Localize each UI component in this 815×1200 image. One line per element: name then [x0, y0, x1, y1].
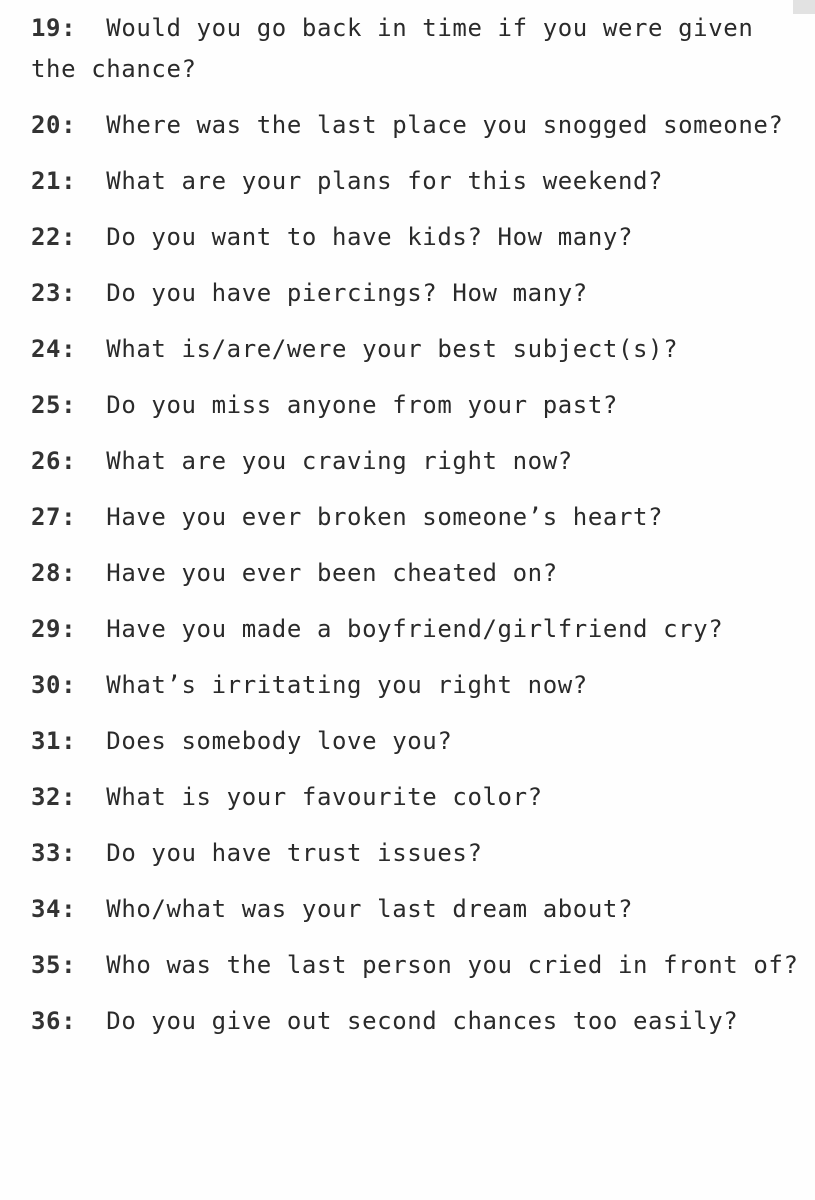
question-item — [31, 665, 801, 706]
question-text: Who/what was your last dream about? — [106, 895, 633, 923]
question-text: Do you want to have kids? How many? — [106, 223, 633, 251]
question-item — [31, 777, 801, 818]
question-text: Does somebody love you? — [106, 727, 453, 755]
question-item — [31, 105, 801, 146]
question-list — [31, 8, 801, 1057]
question-text: Do you have trust issues? — [106, 839, 483, 867]
question-item — [31, 161, 801, 202]
question-item — [31, 889, 801, 930]
question-item — [31, 833, 801, 874]
question-item — [31, 217, 801, 258]
question-number: 23: — [31, 279, 77, 307]
question-text: Have you ever been cheated on? — [106, 559, 558, 587]
question-text: Where was the last place you snogged someone? — [106, 111, 784, 139]
question-number: 35: — [31, 951, 77, 979]
question-item — [31, 8, 801, 90]
question-number: 20: — [31, 111, 77, 139]
question-number: 25: — [31, 391, 77, 419]
question-number: 30: — [31, 671, 77, 699]
question-number: 21: — [31, 167, 77, 195]
question-text: Who was the last person you cried in front of? — [106, 951, 799, 979]
question-number: 27: — [31, 503, 77, 531]
question-text: Have you made a boyfriend/girlfriend cry? — [106, 615, 724, 643]
question-item — [31, 721, 801, 762]
question-item — [31, 1001, 801, 1042]
question-text: What are your plans for this weekend? — [106, 167, 664, 195]
question-item — [31, 441, 801, 482]
question-text: What’s irritating you right now? — [106, 671, 588, 699]
question-text: Do you give out second chances too easily? — [106, 1007, 739, 1035]
question-item — [31, 385, 801, 426]
question-text: Do you have piercings? How many? — [106, 279, 588, 307]
question-text: What is/are/were your best subject(s)? — [106, 335, 679, 363]
question-item — [31, 609, 801, 650]
question-text: Have you ever broken someone’s heart? — [106, 503, 664, 531]
question-number: 32: — [31, 783, 77, 811]
question-number: 19: — [31, 14, 77, 42]
question-text: Do you miss anyone from your past? — [106, 391, 618, 419]
question-text: What is your favourite color? — [106, 783, 543, 811]
question-number: 22: — [31, 223, 77, 251]
question-text: What are you craving right now? — [106, 447, 573, 475]
question-number: 29: — [31, 615, 77, 643]
question-item — [31, 329, 801, 370]
question-number: 33: — [31, 839, 77, 867]
question-number: 34: — [31, 895, 77, 923]
question-number: 24: — [31, 335, 77, 363]
question-number: 31: — [31, 727, 77, 755]
question-item — [31, 945, 801, 986]
question-item — [31, 553, 801, 594]
question-text: Would you go back in time if you were given the chance? — [31, 14, 769, 83]
question-number: 36: — [31, 1007, 77, 1035]
question-number: 26: — [31, 447, 77, 475]
question-item — [31, 273, 801, 314]
question-number: 28: — [31, 559, 77, 587]
question-item — [31, 497, 801, 538]
